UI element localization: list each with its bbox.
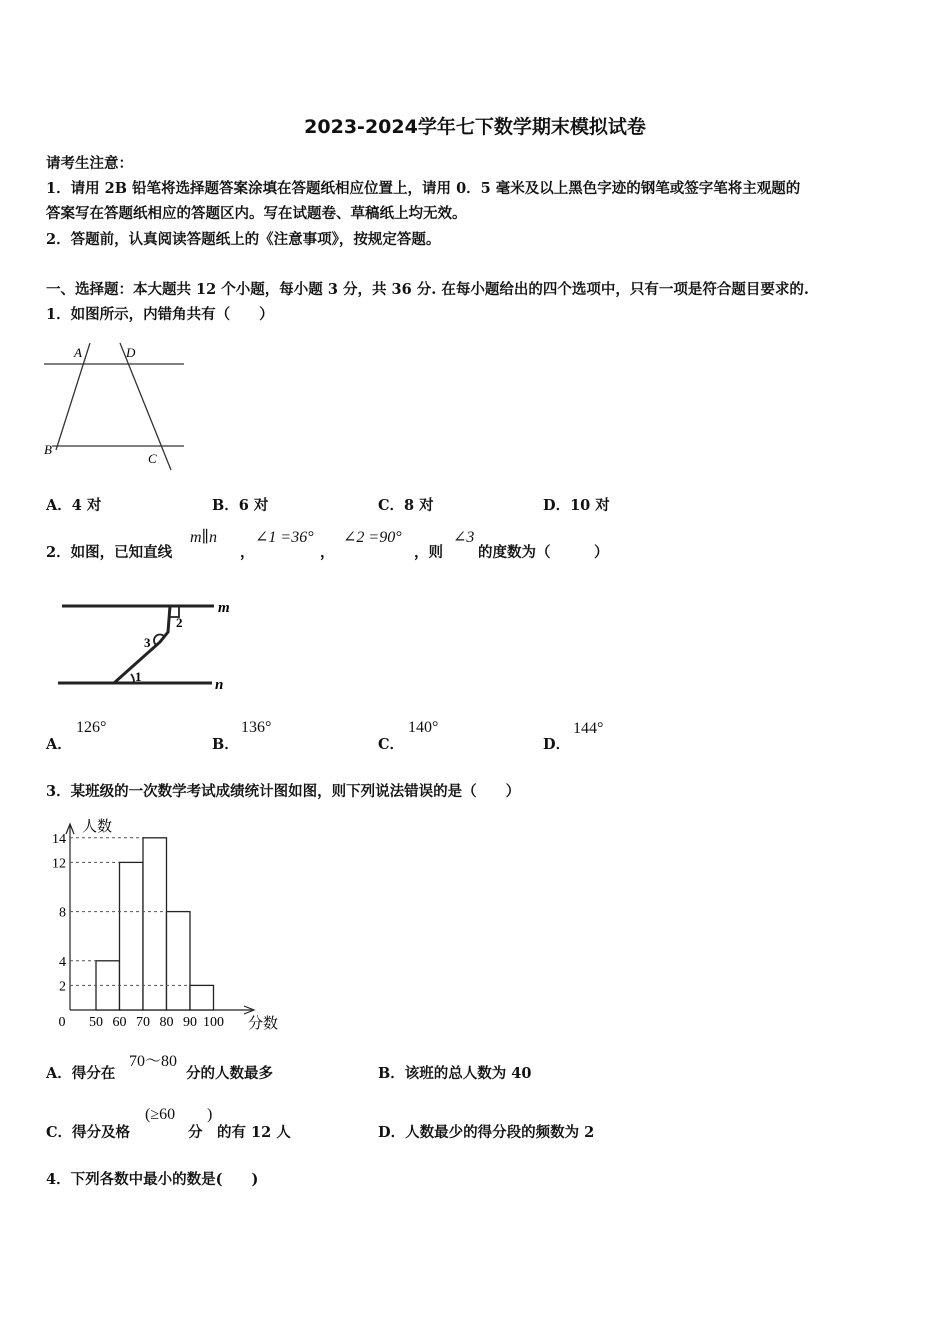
notice-line: 答案写在答题纸相应的答题区内。写在试题卷、草稿纸上均无效。 (46, 205, 467, 222)
y-tick-label: 4 (59, 954, 66, 970)
x-tick-label: 50 (89, 1015, 103, 1030)
q1-option-a: A．4 对 (46, 497, 102, 514)
angle-label-3: 3 (144, 635, 151, 650)
q2-expr-parallel: m∥n (190, 529, 217, 546)
x-tick-label: 80 (159, 1015, 174, 1030)
q1-option-c: C．8 对 (378, 497, 434, 514)
x-tick-label: 70 (136, 1015, 150, 1030)
q2-expr-angle1: ∠1 =36° (255, 529, 314, 546)
x-tick-label: 0 (58, 1015, 66, 1030)
y-axis-label: 人数 (82, 819, 113, 835)
x-tick-label: 90 (183, 1015, 197, 1030)
q3-option-b: B．该班的总人数为 40 (378, 1065, 532, 1082)
histogram-bar (143, 838, 167, 1010)
q3-option-c-range: (≥60 (145, 1106, 176, 1123)
q3-option-c-rest: 的有 12 人 (217, 1124, 291, 1141)
q1-figure (40, 340, 190, 475)
y-tick-label: 8 (59, 905, 66, 921)
label-b: B (44, 442, 52, 457)
label-c: C (148, 451, 157, 466)
q2-expr-angle2: ∠2 =90° (343, 529, 402, 546)
question-4-stem: 4．下列各数中最小的数是( ) (46, 1171, 259, 1188)
q2-comma: ， (240, 544, 255, 561)
line-label-m: m (218, 600, 230, 616)
question-2-stem: 2．如图，已知直线 (46, 544, 173, 561)
notice-heading: 请考生注意： (46, 155, 133, 172)
y-tick-label: 14 (52, 831, 66, 847)
angle-label-2: 2 (176, 615, 183, 630)
q2-expr-angle3: ∠3 (453, 529, 475, 546)
q2-option-d-value: 144° (573, 720, 604, 737)
x-axis-label: 分数 (248, 1016, 279, 1032)
q3-option-c-unit: 分 (188, 1124, 203, 1141)
histogram-bar (120, 862, 144, 1010)
q3-option-a-range: 70～80 (129, 1053, 178, 1070)
q1-option-b: B．6 对 (212, 497, 269, 514)
question-3-stem: 3．某班级的一次数学考试成绩统计图如图，则下列说法错误的是（ ） (46, 783, 521, 800)
x-tick-label: 100 (203, 1015, 224, 1030)
q2-option-a-letter: A． (46, 736, 72, 753)
q2-option-b-value: 136° (241, 719, 272, 736)
q2-stem-then: ，则 (414, 544, 443, 561)
q2-figure (52, 590, 252, 700)
q3-option-c-paren: ) (207, 1106, 213, 1123)
notice-line: 1．请用 2B 铅笔将选择题答案涂填在答题纸相应位置上，请用 0．5 毫米及以上黑色字迹的钢笔或签字笔将主观题的 (46, 180, 801, 197)
q3-option-d: D．人数最少的得分段的频数为 2 (378, 1124, 595, 1141)
q2-option-c-value: 140° (408, 719, 439, 736)
q2-option-b-letter: B． (212, 736, 239, 753)
page-title: 2023-2024学年七下数学期末模拟试卷 (304, 116, 646, 138)
angle-label-1: 1 (135, 669, 142, 684)
q2-stem-end: 的度数为（ ） (478, 544, 609, 561)
q1-option-d: D．10 对 (543, 497, 610, 514)
y-tick-label: 12 (52, 856, 66, 872)
histogram-bar (190, 985, 214, 1010)
q3-option-c: C．得分及格 (46, 1124, 131, 1141)
y-tick-label: 2 (59, 979, 66, 995)
q2-comma: ， (320, 544, 335, 561)
q2-option-c-letter: C． (378, 736, 405, 753)
notice-line: 2．答题前，认真阅读答题纸上的《注意事项》，按规定答题。 (46, 231, 441, 248)
q2-option-a-value: 126° (76, 719, 107, 736)
question-1-stem: 1．如图所示，内错角共有（ ） (46, 306, 274, 323)
line-label-n: n (215, 677, 224, 693)
section-heading: 一、选择题：本大题共 12 个小题，每小题 3 分，共 36 分. 在每小题给出的四个选项中，只有一项是符合题目要求的. (46, 281, 809, 298)
x-tick-label: 60 (112, 1015, 127, 1030)
q3-histogram (40, 812, 300, 1037)
q2-option-d-letter: D． (543, 736, 571, 753)
q3-option-a: A．得分在 (46, 1065, 116, 1082)
label-d: D (126, 345, 136, 360)
histogram-bar (167, 912, 191, 1010)
q3-option-a-rest: 分的人数最多 (186, 1065, 273, 1082)
label-a: A (74, 345, 82, 360)
